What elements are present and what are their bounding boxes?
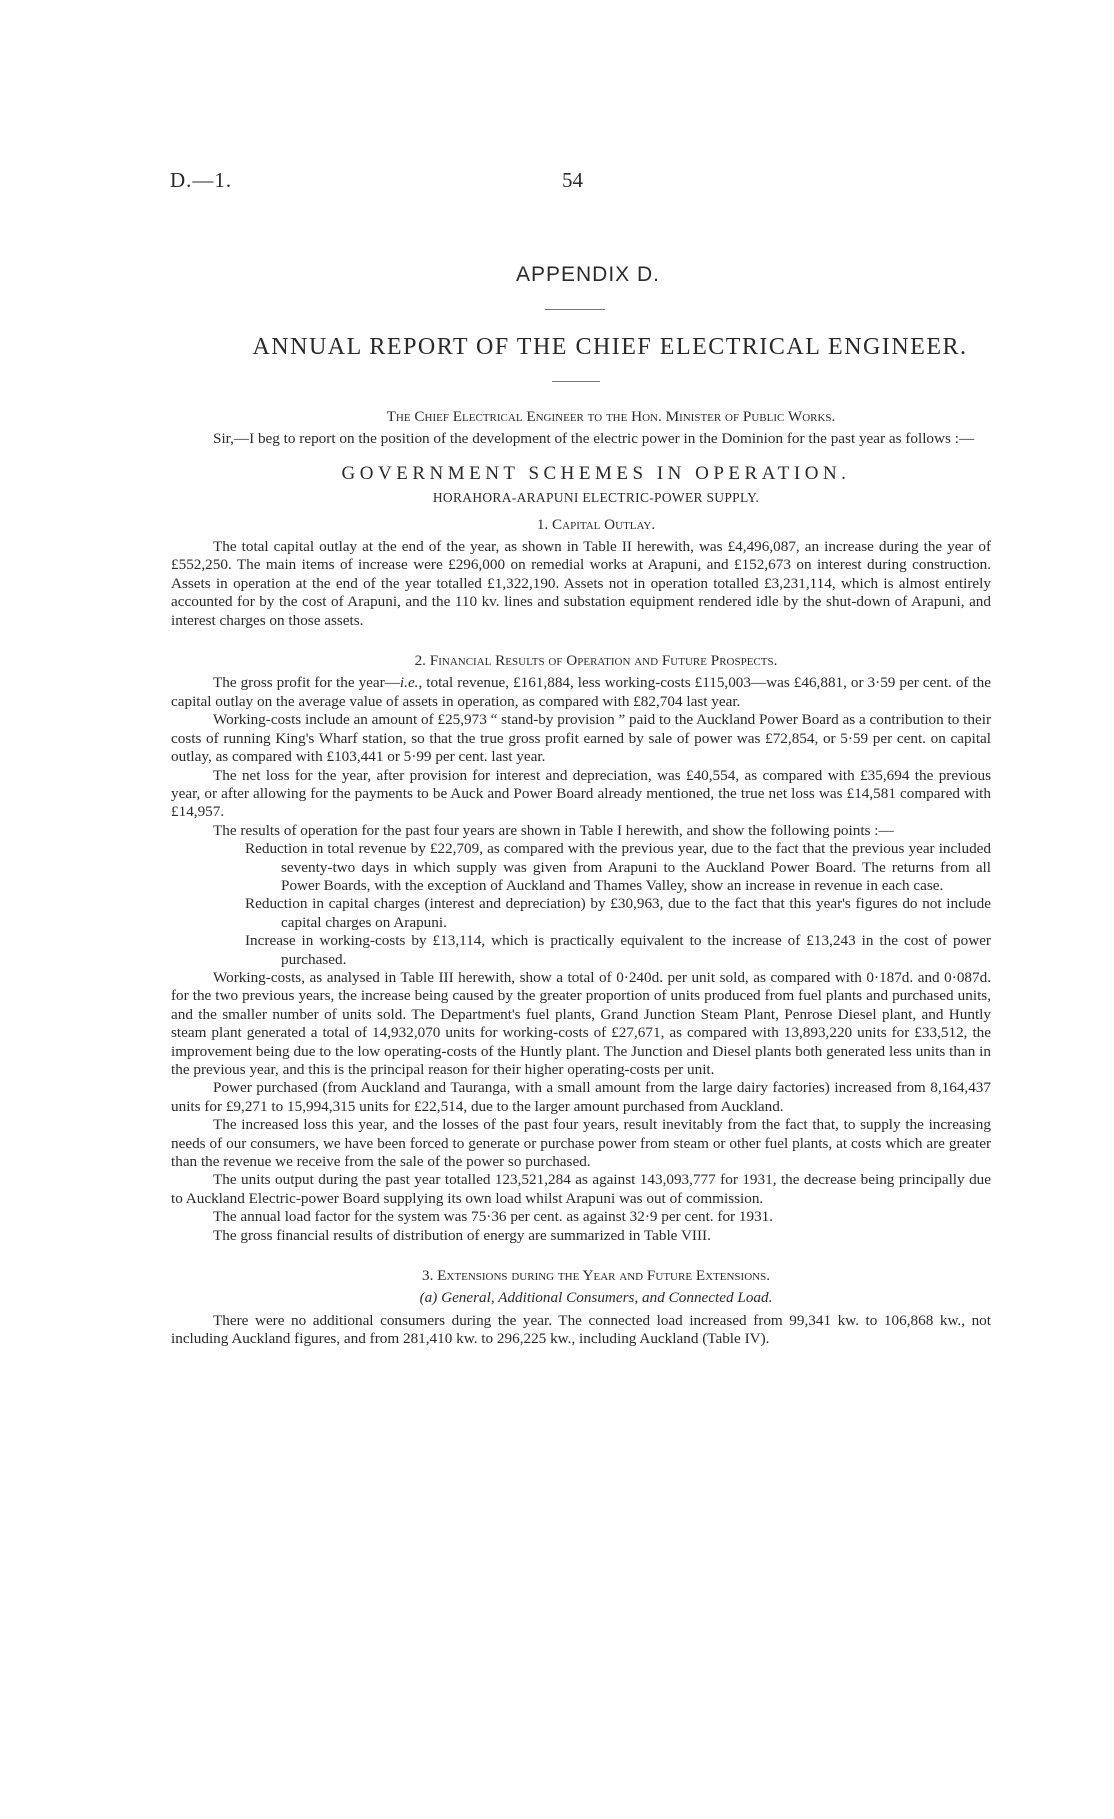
paragraph-connected-load: There were no additional consumers during the year. The connected load increased from 99,341 kw. to 106,868 kw., not including Auckland figures, and from 281,410 kw. to 296,225 kw., including Auckland (Table IV). [171,1311,991,1348]
heading-capital-outlay: 1. Capital Outlay. [536,515,656,533]
paragraph-load-factor: The annual load factor for the system was 75·36 per cent. as against 32·9 per cent. for 1931. [213,1208,774,1226]
paragraph-working-costs-analysis: Working-costs, as analysed in Table III herewith, show a total of 0·240d. per unit sold, as compared with 0·187d. and 0·087d. for the two previous years, the increase being caused by the greater proportion of units produced from fuel plants and purchased units, and the smaller number of units sold. The Department's fuel plants, Grand Junction Steam Plant, Penrose Diesel plant, and Huntly steam plant generated a total of 14,932,070 units for working-costs of £27,671, as compared with 13,893,220 units for £33,512, the improvement being due to the low operating-costs of the Huntly plant. The Junction and Diesel plants both generated less units than in the previous year, and this is the principal reason for their higher operating-costs per unit. [171,968,991,1078]
heading-financial-results: 2. Financial Results of Operation and Future Prospects. [414,652,778,670]
appendix-title: APPENDIX D. [515,263,661,286]
page-header [170,168,990,198]
list-item-point: Reduction in total revenue by £22,709, as compared with the previous year, due to the fact that the previous year included seventy-two days in which supply was given from Arapuni to the Auckland Power Board. The returns from all Power Boards, with the exception of Auckland and Thames Valley, show an increase in revenue in each case. [245,840,991,894]
paragraph-net-loss: The net loss for the year, after provision for interest and depreciation, was £40,554, as compared with £35,694 the previous year, or after allowing for the payments to be Auck and Power Board already mentioned, the true net loss was £14,581 compared with £14,957. [171,766,991,821]
document-body [171,408,991,1349]
opening-paragraph: Sir,—I beg to report on the position of the development of the electric power in the Dominion for the past year as follows :— [213,430,975,448]
heading-extensions: 3. Extensions during the Year and Future Extensions. [421,1267,771,1285]
page-number: 54 [562,168,583,192]
list-item-point: Reduction in capital charges (interest and depreciation) by £30,963, due to the fact that this year's figures do not include capital charges on Arapuni. [245,895,991,931]
subheading-general: (a) General, Additional Consumers, and Connected Load. [419,1289,773,1307]
addressee-line: The Chief Electrical Engineer to the Hon. Minister of Public Works. [386,408,836,425]
divider-rule [552,381,600,382]
paragraph-gross-profit: The gross profit for the year—i.e., total revenue, £161,884, less working-costs £115,003—was £46,881, or 3·59 per cent. of the capital outlay on the average value of assets in operation, as compared with £82,704 last year. [171,674,992,710]
document-reference: D.—1. [170,168,233,192]
list-item-point: Increase in working-costs by £13,114, which is practically equivalent to the increase of £13,243 in the cost of power purchased. [245,932,991,968]
section-heading-government-schemes: GOVERNMENT SCHEMES IN OPERATION. [341,462,851,484]
paragraph-power-purchased: Power purchased (from Auckland and Tauranga, with a small amount from the large dairy factories) increased from 8,164,437 units for £9,271 to 15,994,315 units for £22,514, due to the larger amount purchased from Auckland. [171,1079,991,1115]
paragraph-working-costs: Working-costs include an amount of £25,973 “ stand-by provision ” paid to the Auckland Power Board as a contribution to their costs of running King's Wharf station, so that the true gross profit earned by sale of power was £72,854, or 5·59 per cent. on capital outlay, as compared with £103,441 or 5·99 per cent. last year. [171,711,991,766]
paragraph-results-intro: The results of operation for the past four years are shown in Table I herewith, and show the following points :— [213,821,894,839]
paragraph-gross-financial: The gross financial results of distribution of energy are summarized in Table VIII. [213,1226,711,1244]
paragraph-increased-loss: The increased loss this year, and the losses of the past four years, result inevitably from the fact that, to supply the increasing needs of our consumers, we have been forced to generate or purchase power from steam or other fuel plants, at costs which are greater than the revenue we receive from the sale of the power so purchased. [171,1116,991,1171]
paragraph-units-output: The units output during the past year totalled 123,521,284 as against 143,093,777 for 1931, the decrease being principally due to Auckland Electric-power Board supplying its own load whilst Arapuni was out of commission. [171,1171,991,1207]
report-title: ANNUAL REPORT OF THE CHIEF ELECTRICAL ENGINEER. [252,334,968,360]
divider-rule [545,309,605,310]
scheme-heading: HORAHORA-ARAPUNI ELECTRIC-POWER SUPPLY. [432,490,760,506]
paragraph-capital-outlay: The total capital outlay at the end of the year, as shown in Table II herewith, was £4,496,087, an increase during the year of £552,250. The main items of increase were £296,000 on remedial works at Arapuni, and £152,673 on interest during construction. Assets in operation at the end of the year totalled £1,322,190. Assets not in operation totalled £3,231,114, which is almost entirely accounted for by the cost of Arapuni, and the 110 kv. lines and substation equipment rendered idle by the shut-down of Arapuni, and interest charges on those assets. [171,538,991,629]
